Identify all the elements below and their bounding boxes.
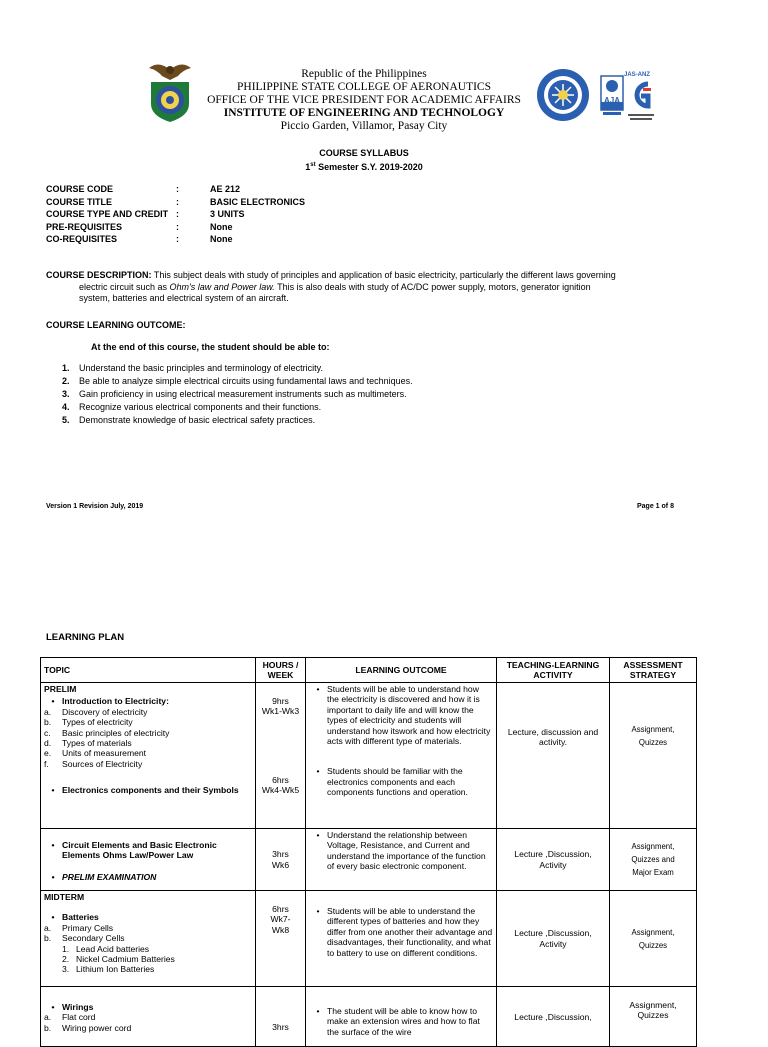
- header-address: Piccio Garden, Villamor, Pasay City: [280, 120, 448, 132]
- table-row-circuit: • Circuit Elements and Basic Electronic Elements Ohms Law/Power Law • PRELIM EXAMINATION 3hrs Wk6 • Understand the relationship between Voltage, Resistance, and Current and understand the importance of the function of every basic electronic component. Lecture ,Discussion, Activity Assignment, Quizzes and Major Exam: [41, 829, 697, 891]
- wirings-activity: Lecture ,Discussion,: [514, 1012, 592, 1022]
- footer-version: Version 1 Revision July, 2019: [46, 503, 144, 510]
- outcome-item: [62, 362, 413, 375]
- learning-outcome-intro: At the end of this course, the student should be able to:: [91, 342, 330, 352]
- midterm-assessment-1: Assignment,: [631, 927, 675, 937]
- wirings-hours: 3hrs: [272, 1022, 289, 1032]
- course-info-colon: :: [176, 221, 179, 232]
- jas-anz-certification-logo: [626, 72, 656, 124]
- syllabus-title: COURSE SYLLABUS: [319, 148, 409, 158]
- course-info-row: [46, 233, 305, 246]
- course-info-block: [46, 183, 305, 246]
- learning-outcome-label: COURSE LEARNING OUTCOME:: [46, 320, 186, 330]
- course-info-row: [46, 196, 305, 209]
- course-info-key: PRE-REQUISITES: [46, 221, 123, 232]
- course-info-key: COURSE TYPE AND CREDIT: [46, 209, 169, 219]
- prelim-weeks-2: Wk4-Wk5: [261, 785, 300, 796]
- circuit-assessment-1: Assignment,: [631, 842, 675, 851]
- course-info-row: [46, 208, 305, 221]
- jas-anz-logo-text: JAS-ANZ: [624, 72, 651, 78]
- outcome-number: 3.: [62, 389, 70, 399]
- outcome-list: [62, 362, 413, 427]
- semester-line: 1st Semester S.Y. 2019-2020: [305, 162, 423, 172]
- midterm-topic-batteries: Batteries: [62, 912, 99, 923]
- midterm-week-start: Wk7-: [270, 914, 291, 925]
- prelim-weeks-1: Wk1-Wk3: [261, 706, 300, 717]
- learning-plan-label: LEARNING PLAN: [46, 632, 125, 643]
- course-info-key: CO-REQUISITES: [46, 234, 118, 244]
- midterm-label: MIDTERM: [44, 892, 85, 902]
- circuit-activity: Lecture ,Discussion, Activity: [514, 849, 592, 870]
- course-info-row: [46, 183, 305, 196]
- course-description-label: COURSE DESCRIPTION:: [46, 270, 152, 280]
- prelim-hours-1: 9hrs: [272, 696, 289, 706]
- circuit-hours: 3hrs: [272, 849, 289, 860]
- course-info-row: [46, 221, 305, 234]
- header-college: PHILIPPINE STATE COLLEGE OF AERONAUTICS: [237, 81, 491, 93]
- header-institute: INSTITUTE OF ENGINEERING AND TECHNOLOGY: [223, 107, 505, 119]
- table-row-prelim: PRELIM • Introduction to Electricity: a. Discovery of electricity b. Types of electricity c. Basic principles of electricity d. Types of materials e. Units of measurement f. Sources of Electricity • Electronics components and their Symbols 9hrs Wk1-Wk3 6hrs Wk4-Wk5 • Students will be able to understand how the electricity is discovered and how it is important to daily life and will know the types of electricity and students will understand how itswork and how electricity acts with different type of materials. • Students should be familiar with the electronics components and each components functions and operation. Lecture, discussion and activity. Assignment, Quizzes: [41, 683, 697, 829]
- outcome-number: 1.: [62, 363, 70, 373]
- header-republic: Republic of the Philippines: [301, 68, 427, 80]
- prelim-item: d. Types of materials: [44, 738, 132, 749]
- course-info-value: BASIC ELECTRONICS: [210, 196, 306, 207]
- prelim-exam: PRELIM EXAMINATION: [62, 871, 157, 882]
- battery-sub-item: 1. Lead Acid batteries: [62, 943, 150, 954]
- prelim-topic-intro: Introduction to Electricity:: [62, 696, 169, 707]
- aja-logo-text: AJA: [603, 96, 620, 105]
- prelim-activity: Lecture, discussion and activity.: [507, 726, 599, 747]
- col-topic: TOPIC: [41, 658, 256, 683]
- midterm-outcome: Students will be able to understand the different types of batteries and how they differ from one another their advantage and disadvantages, their functionality, and what to battery to use on different conditions.: [327, 906, 493, 958]
- prelim-topic-components: Electronics components and their Symbols: [62, 785, 239, 796]
- course-description: COURSE DESCRIPTION: This subject deals with study of principles and application of basic electricity, particularly the different laws governing electric circuit such as Ohm's law and Power law. This is also deals with study of AC/DC power supply, motors, generator ignition system, batteries and electrical system of an aircraft.: [46, 270, 616, 303]
- battery-sub-list: [44, 944, 252, 975]
- course-info-colon: :: [176, 209, 179, 219]
- outcome-item: [62, 388, 413, 401]
- prelim-outcome-1: Students will be able to understand how the electricity is discovered and how it is important to daily life and will know the types of electricity and students will understand how itswork and how electricity acts with different type of materials.: [327, 684, 491, 747]
- outcome-text: Understand the basic principles and terminology of electricity.: [79, 363, 323, 373]
- course-info-colon: :: [176, 196, 179, 207]
- prelim-item: b. Types of electricity: [44, 717, 133, 728]
- table-row-midterm: MIDTERM • Batteries a. Primary Cells b. Secondary Cells 1. Lead Acid batteries 2. Nickel Cadmium Batteries 3. Lithium Ion Batteries 6hrs Wk7- Wk8 • Students will be able to understand the different types of batteries and how they differ from one another their advantage and disadvantages, their functionality, and what to battery to use on different conditions. Lecture ,Discussion, Activity Assignment, Quizzes: [41, 891, 697, 987]
- outcome-number: 5.: [62, 415, 70, 425]
- course-info-colon: :: [176, 234, 179, 244]
- course-info-key: COURSE CODE: [46, 184, 114, 194]
- iso-certification-seal: [536, 68, 590, 122]
- wirings-topic: Wirings: [62, 1002, 94, 1012]
- prelim-item: a. Discovery of electricity: [44, 706, 148, 717]
- table-header-row: [41, 658, 697, 683]
- circuit-assessment-3: Major Exam: [632, 868, 674, 877]
- outcome-number: 2.: [62, 376, 70, 386]
- outcome-text: Recognize various electrical components and their functions.: [79, 402, 322, 412]
- circuit-outcome: Understand the relationship between Voltage, Resistance, and Current and understand the importance of the function of every basic electronic component.: [327, 830, 486, 872]
- outcome-item: [62, 401, 413, 414]
- midterm-item-primary: Primary Cells: [62, 922, 114, 933]
- midterm-week-end: Wk8: [271, 924, 290, 935]
- footer-page-number: Page 1 of 8: [637, 503, 674, 510]
- col-activity: TEACHING-LEARNING ACTIVITY: [497, 658, 610, 683]
- outcome-item: [62, 375, 413, 388]
- battery-sub-item: 2. Nickel Cadmium Batteries: [62, 954, 175, 965]
- wirings-item-flat-cord: Flat cord: [62, 1012, 96, 1023]
- prelim-assessment-1: Assignment,: [631, 725, 675, 734]
- prelim-item: e. Units of measurement: [44, 748, 147, 759]
- prelim-label: PRELIM: [44, 684, 77, 694]
- course-info-value: None: [210, 221, 233, 232]
- prelim-assessment-2: Quizzes: [638, 738, 668, 747]
- outcome-text: Be able to analyze simple electrical circuits using fundamental laws and techniques.: [79, 376, 413, 386]
- circuit-topic: Circuit Elements and Basic Electronic Elements Ohms Law/Power Law: [62, 840, 217, 861]
- prelim-hours-2: 6hrs: [272, 774, 289, 785]
- outcome-number: 4.: [62, 402, 70, 412]
- prelim-item-list: [44, 707, 252, 769]
- table-row-wirings: • Wirings a. Flat cord b. Wiring power cord 3hrs • The student will be able to know how to make an extension wires and how to flat the surface of the wire Lecture ,Discussion, Assignment, Quizzes: [41, 987, 697, 1047]
- midterm-item-secondary: Secondary Cells: [62, 933, 125, 944]
- midterm-hours: 6hrs: [272, 904, 289, 914]
- course-info-value: 3 UNITS: [210, 209, 245, 219]
- col-assessment: ASSESSMENT STRATEGY: [610, 658, 697, 683]
- prelim-item: c. Basic principles of electricity: [44, 727, 170, 738]
- course-info-value: None: [210, 234, 233, 244]
- course-info-colon: :: [176, 184, 179, 194]
- wirings-item-power-cord: Wiring power cord: [62, 1022, 132, 1033]
- course-info-key: COURSE TITLE: [46, 196, 113, 207]
- col-hours: HOURS / WEEK: [256, 658, 306, 683]
- wirings-outcome: The student will be able to know how to make an extension wires and how to flat the surface of the wire: [327, 1006, 480, 1037]
- midterm-activity: Lecture ,Discussion, Activity: [514, 928, 592, 949]
- circuit-week: Wk6: [271, 859, 290, 870]
- course-info-value: AE 212: [210, 184, 241, 194]
- wirings-assessment-2: Quizzes: [637, 1010, 669, 1021]
- prelim-item: f. Sources of Electricity: [44, 758, 143, 769]
- header-office: OFFICE OF THE VICE PRESIDENT FOR ACADEMIC AFFAIRS: [207, 94, 521, 106]
- battery-sub-item: 3. Lithium Ion Batteries: [62, 964, 155, 975]
- prelim-outcome-2: Students should be familiar with the electronics components and each components functions and operation.: [327, 766, 468, 798]
- midterm-assessment-2: Quizzes: [638, 940, 668, 950]
- circuit-assessment-2: Quizzes and: [631, 855, 675, 864]
- wirings-assessment-1: Assignment,: [629, 1000, 677, 1010]
- learning-plan-table: [40, 657, 697, 1047]
- outcome-text: Demonstrate knowledge of basic electrical safety practices.: [79, 415, 316, 425]
- col-learning-outcome: LEARNING OUTCOME: [306, 658, 497, 683]
- outcome-text: Gain proficiency in using electrical measurement instruments such as multimeters.: [79, 389, 407, 399]
- outcome-item: [62, 414, 413, 427]
